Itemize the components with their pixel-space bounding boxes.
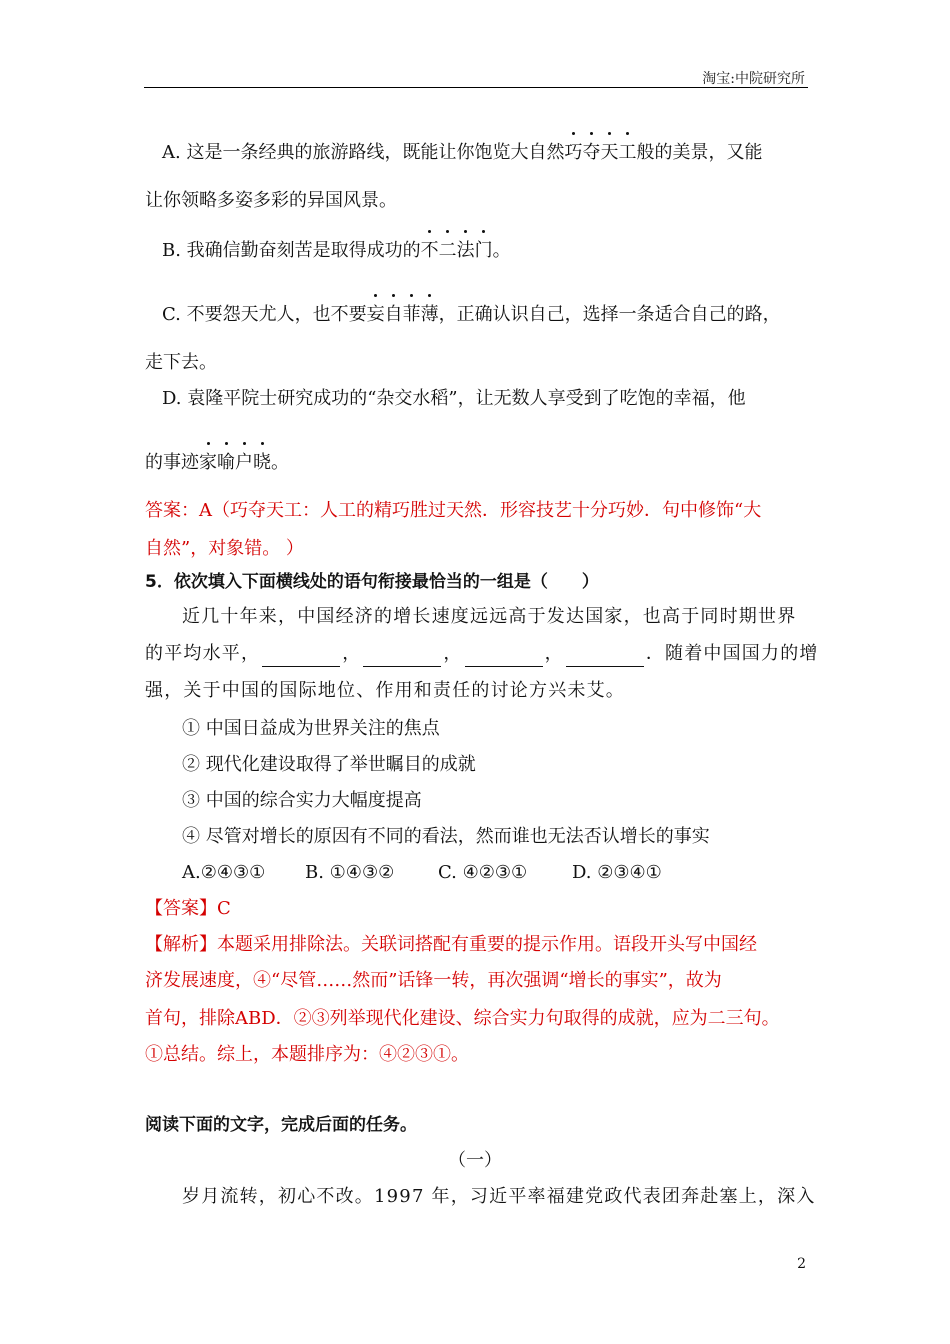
emphasis-char: 户	[235, 450, 253, 476]
option-a-line2: 让你领略多姿多彩的异国风景。	[145, 190, 397, 211]
q4-answer-line1: 答案：A（巧夺天工：人工的精巧胜过天然．形容技艺十分巧妙．句中修饰“大	[145, 500, 762, 521]
fill-blank	[566, 648, 644, 667]
q4-answer-line2: 自然”，对象错。 ）	[145, 538, 304, 559]
q5-analysis-line: 首句，排除ABD．②③列举现代化建设、综合实力句取得的成就，应为二三句。	[145, 1008, 780, 1029]
q5-analysis-line: ①总结。综上，本题排序为：④②③①。	[145, 1044, 469, 1065]
passage-text: ，	[342, 643, 362, 664]
emphasis-char: 夺	[582, 140, 600, 166]
q5-passage-line2	[145, 641, 819, 667]
fill-blank	[363, 648, 441, 667]
q5-question: 5．依次填入下面横线处的语句衔接最恰当的一组是（ ）	[145, 572, 599, 592]
q5-item: ② 现代化建设取得了举世瞩目的成就	[182, 754, 476, 775]
q5-item: ④ 尽管对增长的原因有不同的看法，然而谁也无法否认增长的事实	[182, 826, 710, 847]
option-b-text: 。	[492, 240, 511, 261]
emphasis-char: 自	[385, 302, 403, 328]
emphasis-char: 妄	[367, 302, 385, 328]
q5-passage-line3: 强，关于中国的国际地位、作用和责任的讨论方兴未艾。	[145, 680, 625, 701]
option-d-line1: D. 袁隆平院士研究成功的“杂交水稻”，让无数人享受到了吃饱的幸福，他	[162, 388, 746, 409]
header-divider	[144, 87, 808, 88]
emphasis-char: 菲	[403, 302, 421, 328]
option-d-line2	[145, 450, 289, 476]
option-d-text: 。	[271, 452, 289, 473]
emphasis-char: 二	[439, 238, 457, 264]
emphasis-char: 喻	[217, 450, 235, 476]
fill-blank	[262, 648, 340, 667]
option-a-text: 般的美景，又能	[636, 142, 763, 163]
option-a-line1	[162, 140, 762, 166]
emphasis-char: 家	[199, 450, 217, 476]
passage-text: 的平均水平，	[145, 643, 261, 664]
option-c-text: ，正确认识自己，选择一条适合自己的路，	[438, 304, 781, 325]
fill-blank	[465, 648, 543, 667]
option-c-line1	[162, 302, 781, 328]
reading-instruction: 阅读下面的文字，完成后面的任务。	[145, 1115, 417, 1135]
q5-option-c: C. ④②③①	[438, 862, 528, 883]
option-c-line2: 走下去。	[145, 352, 217, 373]
emphasis-char: 晓	[253, 450, 271, 476]
q5-option-a: A.②④③①	[182, 862, 266, 883]
emphasis-char: 薄	[421, 302, 439, 328]
q5-option-b: B. ①④③②	[305, 862, 395, 883]
option-c-text: C. 不要怨天尤人，也不要	[162, 304, 367, 325]
option-a-text: A. 这是一条经典的旅游路线，既能让你饱览大自然	[162, 142, 565, 163]
q5-answer: 【答案】C	[145, 898, 231, 919]
emphasis-char: 不	[421, 238, 439, 264]
passage-text: ，	[443, 643, 463, 664]
reading-section-number: （一）	[448, 1150, 502, 1171]
q5-item: ① 中国日益成为世界关注的焦点	[182, 718, 440, 739]
emphasis-char: 天	[600, 140, 618, 166]
emphasis-char: 法	[457, 238, 475, 264]
emphasis-char: 门	[475, 238, 493, 264]
q5-analysis-line: 济发展速度，④“尽管……然而”话锋一转，再次强调“增长的事实”，故为	[145, 970, 722, 991]
option-b	[162, 238, 511, 264]
q5-analysis-line: 【解析】本题采用排除法。关联词搭配有重要的提示作用。语段开头写中国经	[145, 934, 757, 955]
page-number: 2	[797, 1256, 806, 1272]
q5-passage-line1: 近几十年来，中国经济的增长速度远远高于发达国家，也高于同时期世界	[182, 606, 797, 627]
option-d-text: 的事迹	[145, 452, 199, 473]
passage-text: ，	[544, 643, 564, 664]
passage-text: ．随着中国国力的增	[645, 643, 819, 664]
reading-first-line: 岁月流转，初心不改。1997 年，习近平率福建党政代表团奔赴塞上，深入	[182, 1186, 816, 1207]
emphasis-char: 工	[618, 140, 636, 166]
q5-item: ③ 中国的综合实力大幅度提高	[182, 790, 422, 811]
header-source: 淘宝:中院研究所	[702, 71, 805, 87]
option-b-text: B. 我确信勤奋刻苦是取得成功的	[162, 240, 421, 261]
q5-option-d: D. ②③④①	[572, 862, 662, 883]
emphasis-char: 巧	[564, 140, 582, 166]
